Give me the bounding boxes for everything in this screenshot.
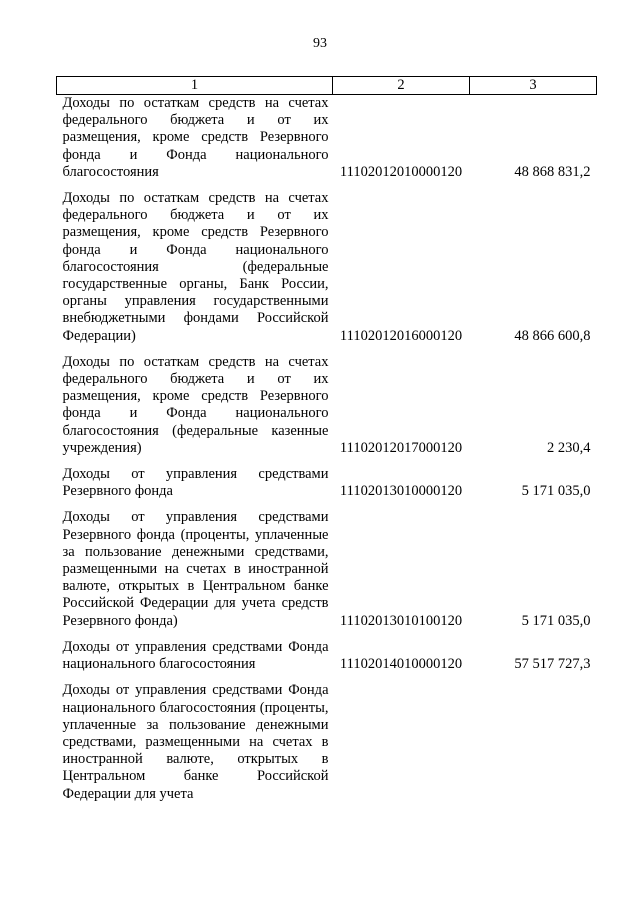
- budget-revenue-table: [56, 76, 597, 803]
- table-row: [57, 682, 597, 802]
- row-description: Доходы от управления средствами Резервного фонда: [62, 466, 329, 500]
- row-description: Доходы по остаткам средств на счетах федерального бюджета и от их размещения, кроме средств Резервного фонда и Фонда национального благосостояния: [62, 95, 329, 180]
- row-description: Доходы от управления средствами Фонда национального благосостояния (проценты, уплаченные за пользование денежными средствами, размещенными на счетах в иностранной валюте, открытых в Центральном банке Российской Федерации для учета: [62, 682, 329, 802]
- row-description: Доходы по остаткам средств на счетах федерального бюджета и от их размещения, кроме средств Резервного фонда и Фонда национального благосостояния (федеральные государственные органы, Банк России, органы управления государственными внебюджетными фондами Российской Федерации): [62, 190, 329, 344]
- page-number: 93: [313, 36, 327, 51]
- row-amount: 57 517 727,3: [514, 656, 591, 673]
- column-header-1: 1: [57, 77, 333, 95]
- row-amount: 2 230,4: [547, 439, 591, 456]
- row-code: [333, 682, 470, 802]
- table-header-row: [57, 77, 597, 95]
- table-row: [57, 639, 597, 673]
- row-amount: [470, 682, 597, 802]
- row-code: 11102014010000120: [339, 656, 463, 673]
- table-row: [57, 95, 597, 182]
- row-amount: 48 866 600,8: [514, 327, 591, 344]
- row-amount: 48 868 831,2: [514, 163, 591, 180]
- table-row: [57, 354, 597, 457]
- row-amount: 5 171 035,0: [521, 612, 591, 629]
- table-row: [57, 466, 597, 500]
- row-code: 11102012017000120: [339, 439, 463, 456]
- row-code: 11102013010100120: [339, 612, 463, 629]
- row-description: Доходы от управления средствами Резервного фонда (проценты, уплаченные за пользование денежными средствами, размещенными на счетах в иностранной валюте, открытых в Центральном банке Российской Федерации для учета средств Резервного фонда): [62, 509, 329, 629]
- row-code: 11102012016000120: [339, 327, 463, 344]
- row-code: 11102013010000120: [339, 483, 463, 500]
- table-row: [57, 190, 597, 345]
- row-amount: 5 171 035,0: [521, 483, 591, 500]
- row-description: Доходы от управления средствами Фонда национального благосостояния: [62, 638, 329, 673]
- column-header-3: 3: [470, 77, 597, 95]
- row-code: 11102012010000120: [339, 163, 463, 180]
- column-header-2: 2: [333, 77, 470, 95]
- table-row: [57, 509, 597, 629]
- row-description: Доходы по остаткам средств на счетах федерального бюджета и от их размещения, кроме средств Резервного фонда и Фонда национального благосостояния (федеральные казенные учреждения): [62, 353, 329, 456]
